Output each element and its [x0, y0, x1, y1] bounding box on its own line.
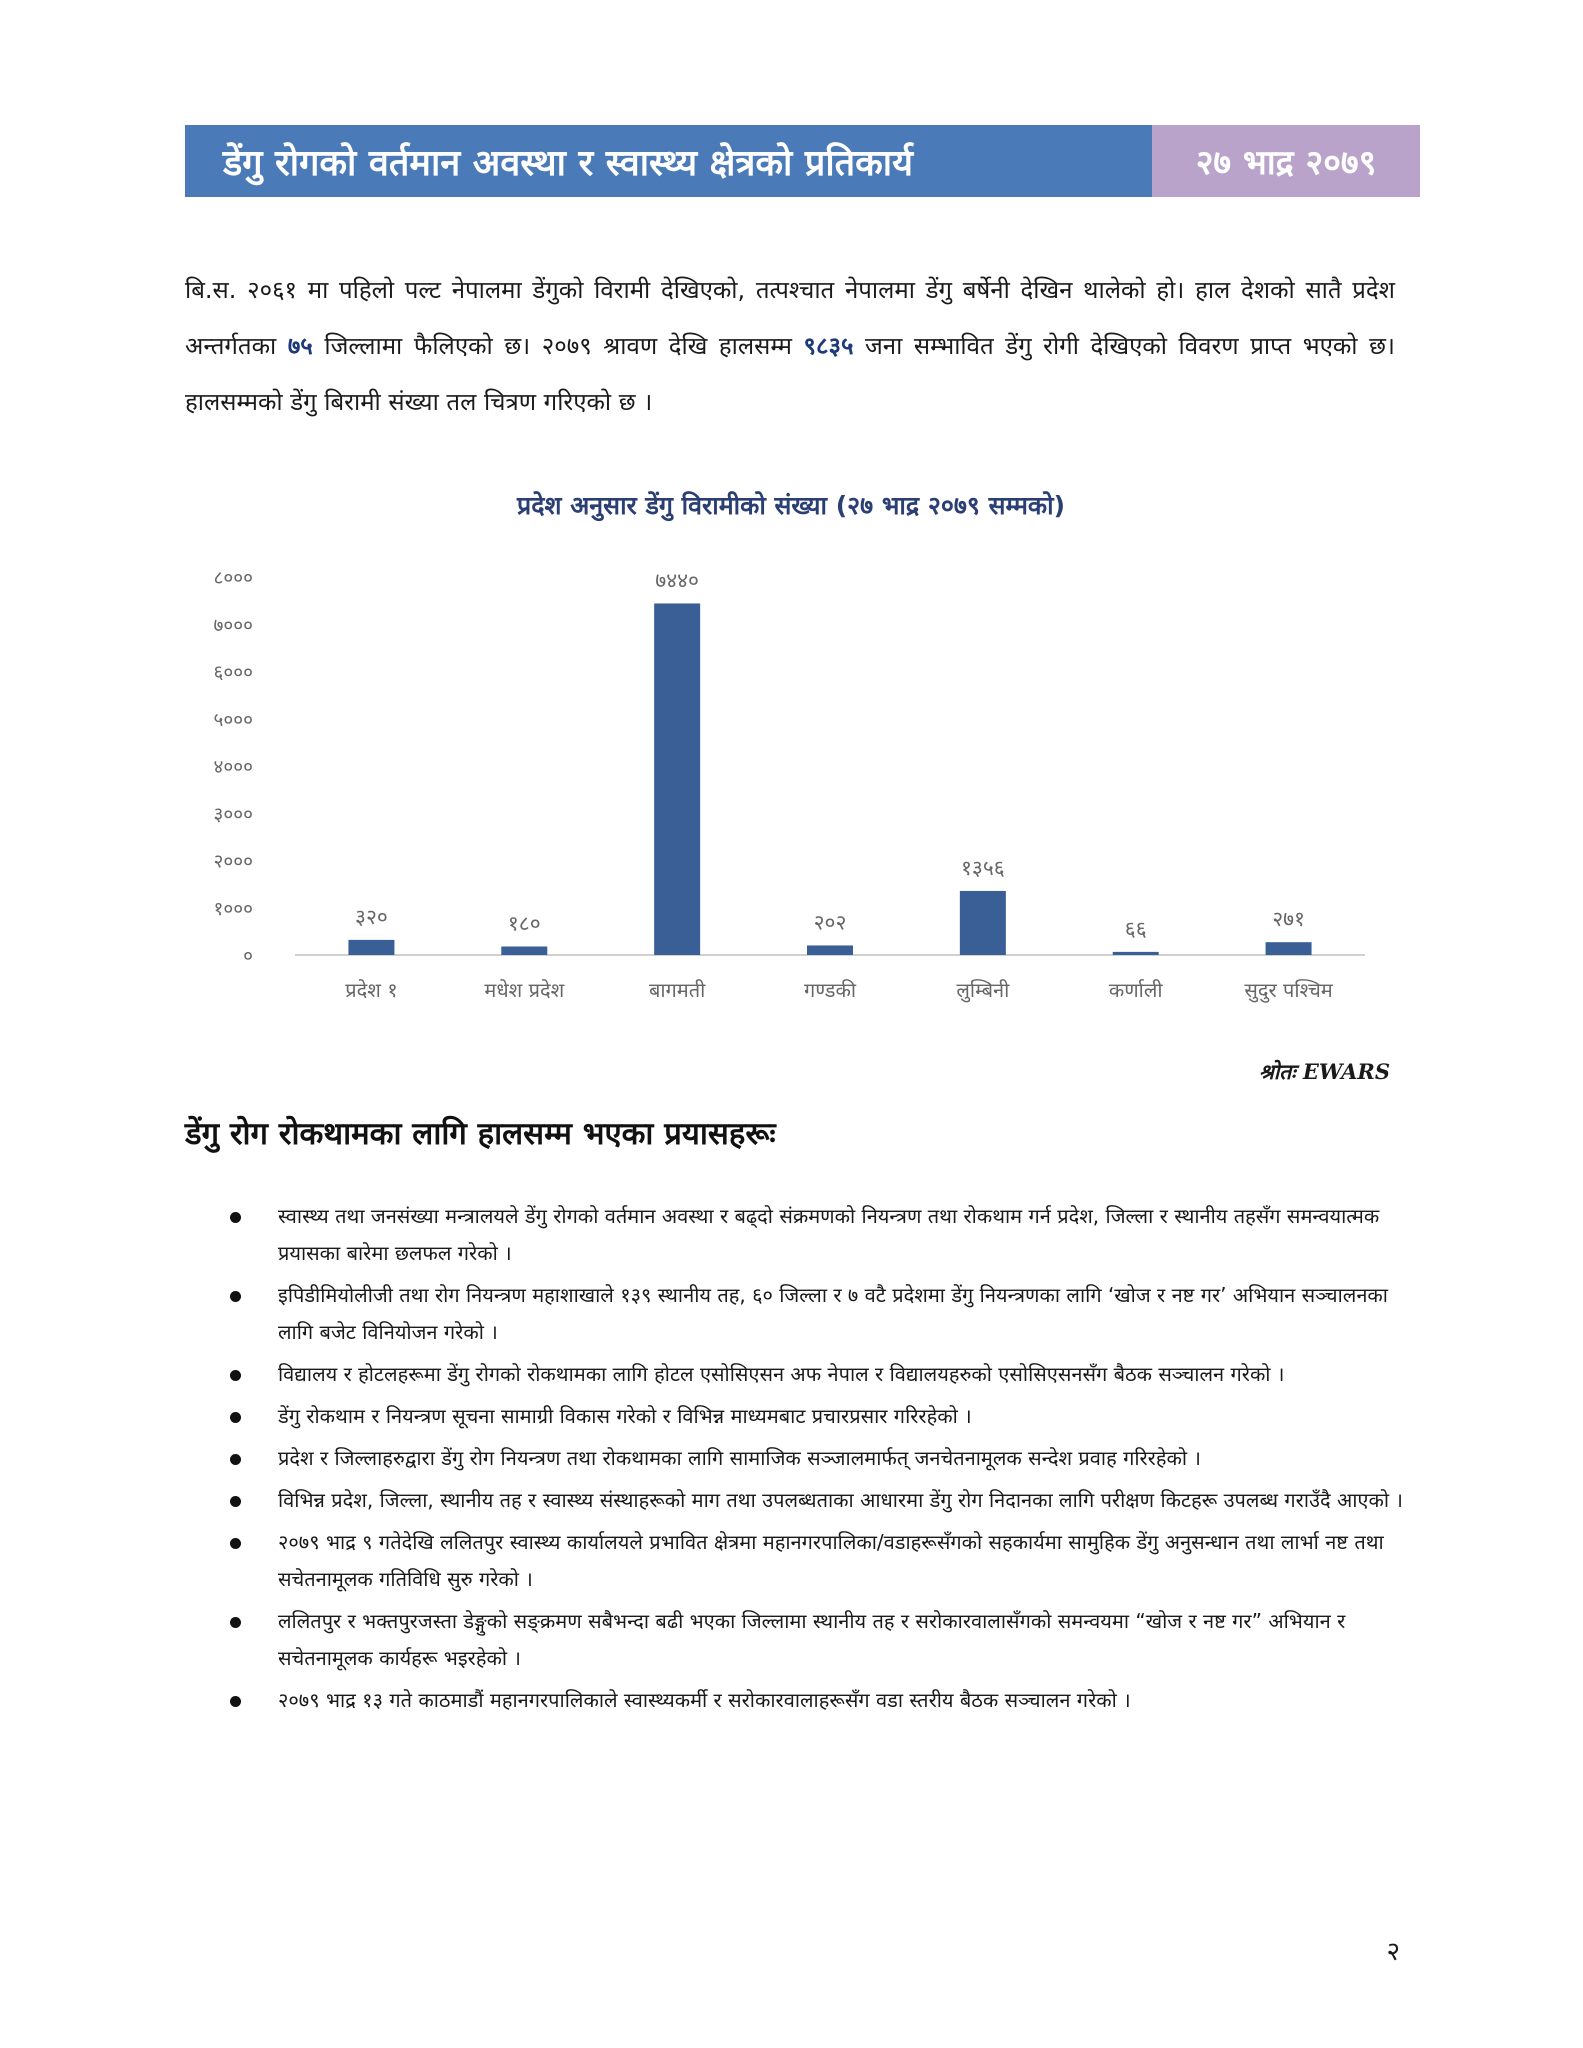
bar [1113, 952, 1159, 955]
case-count: ९८३५ [803, 332, 854, 360]
effort-item [230, 1482, 1405, 1519]
effort-item [230, 1440, 1405, 1477]
x-tick-label: बागमती [648, 978, 706, 1002]
bar [807, 945, 853, 955]
bullet-icon [230, 1291, 241, 1302]
y-tick-label: ६००० [213, 661, 253, 684]
source-note: श्रोतः EWARS [1259, 1059, 1390, 1084]
bar-chart [185, 555, 1385, 1025]
effort-text: २०७९ भाद्र १३ गते काठमाडौं महानगरपालिकाले स्वास्थ्यकर्मी र सरोकारवालाहरूसँग वडा स्तरीय बैठक सञ्चालन गरेको । [278, 1688, 1131, 1712]
bullet-icon [230, 1617, 241, 1628]
intro-text-2: जिल्लामा फैलिएको छ। २०७९ श्रावण देखि हालसम्म [312, 332, 804, 360]
page-title: डेंगु रोगको वर्तमान अवस्था र स्वास्थ्य क्षेत्रको प्रतिकार्य [185, 125, 1152, 197]
bullet-icon [230, 1454, 241, 1465]
x-tick-label: कर्णाली [1108, 978, 1163, 1002]
page-number: २ [1386, 1937, 1400, 1967]
intro-paragraph [185, 262, 1395, 430]
header-bar [185, 125, 1420, 197]
effort-item [230, 1682, 1405, 1719]
efforts-list [230, 1198, 1405, 1724]
data-label: २०२ [813, 910, 847, 935]
y-tick-label: ० [243, 945, 253, 967]
y-tick-label: ७००० [213, 614, 253, 637]
effort-text: प्रदेश र जिल्लाहरुद्वारा डेंगु रोग नियन्त्रण तथा रोकथामका लागि सामाजिक सञ्जालमार्फत् जनचेतनामूलक सन्देश प्रवाह गरिरहेको । [278, 1446, 1201, 1470]
y-tick-label: ८००० [213, 567, 253, 589]
bullet-icon [230, 1412, 241, 1423]
effort-text: ललितपुर र भक्तपुरजस्ता डेङ्गुको सङ्क्रमण सबैभन्दा बढी भएका जिल्लामा स्थानीय तह र सरोकारवालासँगको समन्वयमा “खोज र नष्ट गर” अभियान र सचेतनामूलक कार्यहरू भइरहेको । [278, 1609, 1346, 1670]
effort-item [230, 1524, 1405, 1598]
bullet-icon [230, 1212, 241, 1223]
section-heading: डेंगु रोग रोकथामका लागि हालसम्म भएका प्रयासहरूः [185, 1116, 776, 1152]
data-label: १३५६ [961, 855, 1005, 880]
effort-item [230, 1198, 1405, 1272]
effort-text: स्वास्थ्य तथा जनसंख्या मन्त्रालयले डेंगु रोगको वर्तमान अवस्था र बढ्दो संक्रमणको नियन्त्रण तथा रोकथाम गर्न प्रदेश, जिल्ला र स्थानीय तहसँग समन्वयात्मक प्रयासका बारेमा छलफल गरेको । [278, 1204, 1380, 1265]
report-date: २७ भाद्र २०७९ [1152, 125, 1420, 197]
effort-text: इपिडीमियोलीजी तथा रोग नियन्त्रण महाशाखाले १३९ स्थानीय तह, ६० जिल्ला र ७ वटै प्रदेशमा डेंगु नियन्त्रणका लागि ‘खोज र नष्ट गर’ अभियान सञ्चालनका लागि बजेट विनियोजन गरेको । [278, 1283, 1388, 1344]
y-tick-label: १००० [213, 897, 253, 920]
x-tick-label: प्रदेश १ [345, 978, 398, 1002]
x-tick-label: सुदुर पश्चिम [1244, 978, 1333, 1002]
data-label: ७४४० [655, 568, 699, 593]
chart-title: प्रदेश अनुसार डेंगु विरामीको संख्या (२७ भाद्र २०७९ सम्मको) [516, 491, 1065, 520]
data-label: २७१ [1272, 907, 1305, 932]
bar [501, 946, 547, 955]
data-label: १८० [507, 911, 541, 936]
y-tick-label: ५००० [213, 708, 253, 731]
bullet-icon [230, 1370, 241, 1381]
x-tick-label: गण्डकी [804, 978, 856, 1002]
bar [1266, 942, 1312, 955]
y-tick-label: ३००० [213, 803, 253, 826]
bullet-icon [230, 1496, 241, 1507]
intro-text-1: बि.स. २०६१ मा पहिलो पल्ट नेपालमा डेंगुको विरामी देखिएको, तत्पश्चात नेपालमा डेंगु बर्षेनी देखिन थालेको हो। हाल देशको सातै प्रदेश अन्तर्गतका [185, 276, 1395, 360]
x-tick-label: मधेश प्रदेश [484, 978, 565, 1002]
effort-text: डेंगु रोकथाम र नियन्त्रण सूचना सामाग्री विकास गरेको र विभिन्न माध्यमबाट प्रचारप्रसार गरिरहेको । [278, 1404, 972, 1428]
bar [654, 603, 700, 955]
district-count: ७५ [287, 332, 313, 360]
effort-item [230, 1603, 1405, 1677]
bullet-icon [230, 1538, 241, 1549]
bar [960, 891, 1006, 955]
effort-item [230, 1398, 1405, 1435]
effort-item [230, 1356, 1405, 1393]
effort-text: २०७९ भाद्र ९ गतेदेखि ललितपुर स्वास्थ्य कार्यालयले प्रभावित क्षेत्रमा महानगरपालिका/वडाहरूसँगको सहकार्यमा सामुहिक डेंगु अनुसन्धान तथा लार्भा नष्ट तथा सचेतनामूलक गतिविधि सुरु गरेको । [278, 1530, 1384, 1591]
bar [348, 940, 394, 955]
intro-text-3: जना सम्भावित डेंगु रोगी देखिएको विवरण प्राप्त भएको छ। हालसम्मको डेंगु बिरामी संख्या तल चित्रण गरिएको छ । [185, 332, 1395, 416]
y-tick-label: २००० [213, 850, 253, 873]
effort-item [230, 1277, 1405, 1351]
bullet-icon [230, 1696, 241, 1707]
x-tick-label: लुम्बिनी [956, 978, 1010, 1002]
y-tick-label: ४००० [213, 756, 253, 778]
data-label: ६६ [1124, 916, 1147, 941]
effort-text: विभिन्न प्रदेश, जिल्ला, स्थानीय तह र स्वास्थ्य संस्थाहरूको माग तथा उपलब्धताका आधारमा डेंगु रोग निदानका लागि परीक्षण किटहरू उपलब्ध गराउँदै आएको । [278, 1488, 1403, 1512]
data-label: ३२० [355, 904, 388, 929]
effort-text: विद्यालय र होटलहरूमा डेंगु रोगको रोकथामका लागि होटल एसोसिएसन अफ नेपाल र विद्यालयहरुको एसोसिएसनसँग बैठक सञ्चालन गरेको । [278, 1362, 1285, 1386]
